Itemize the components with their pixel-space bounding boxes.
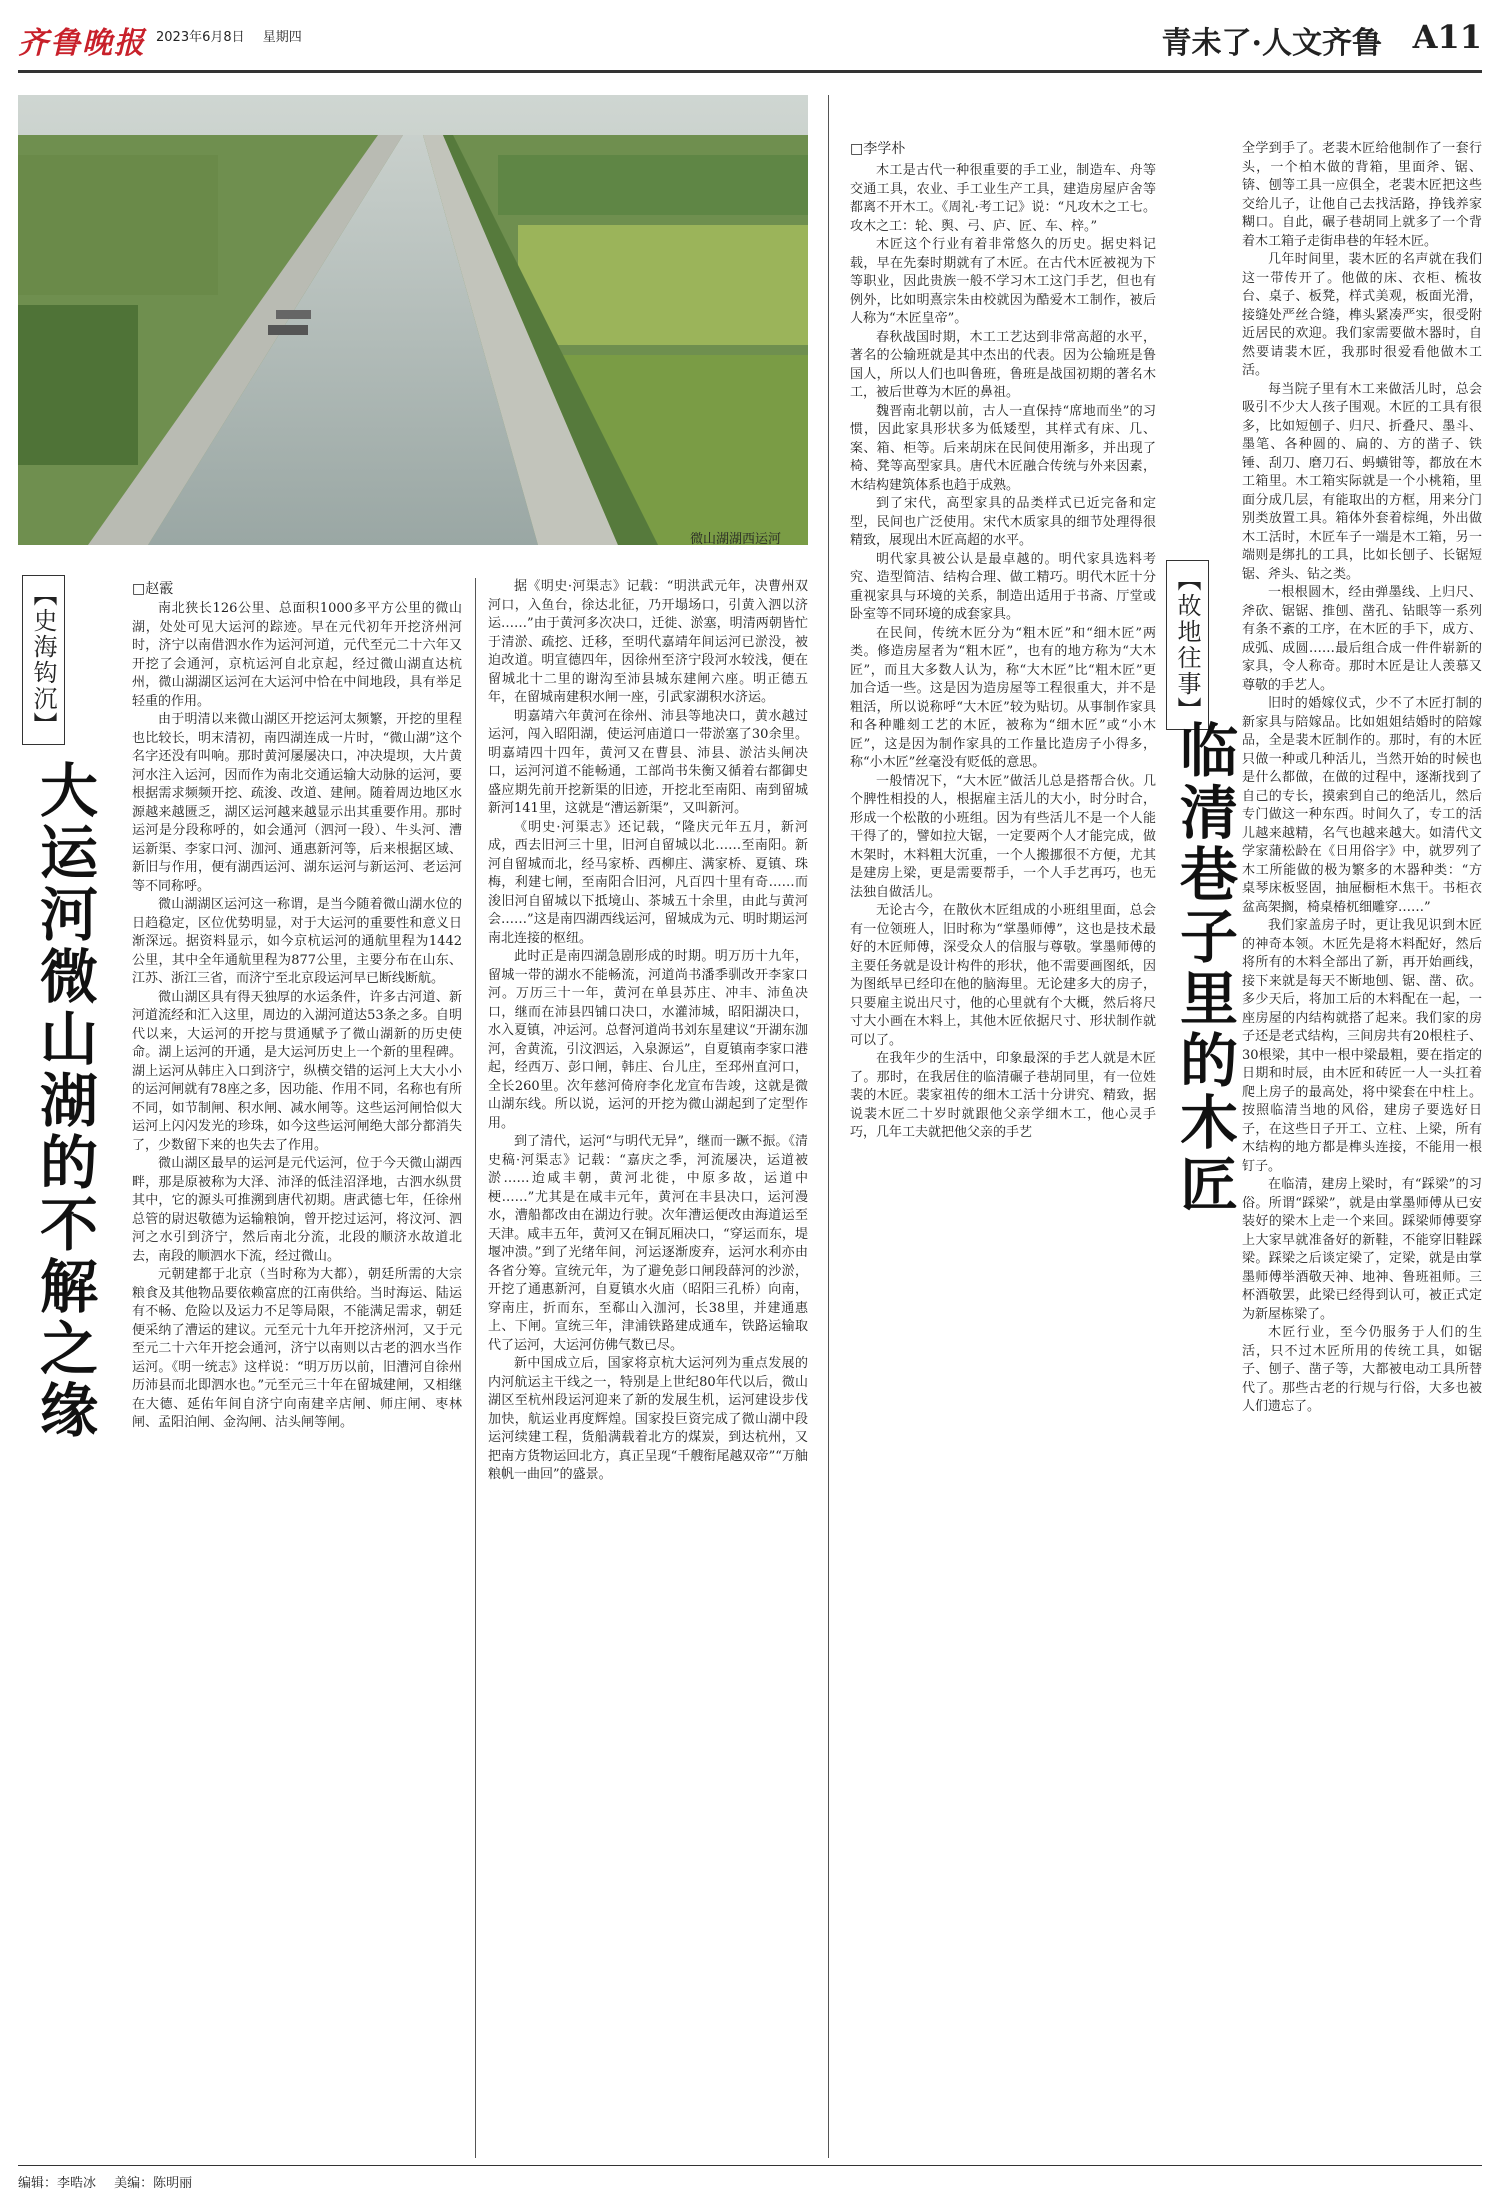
paragraph: 到了清代，运河“与明代无异”，继而一蹶不振。《清史稿·河渠志》记载：“嘉庆之季，河流屡决，运道被淤……迨咸丰朝，黄河北徙，中原多故，运道中梗……”尤其是在咸丰元年，黄河在丰县决口，运河漫水，漕船都改由在湖边行驶。次年漕运便改由海道运至天津。咸丰五年，黄河又在铜瓦厢决口，“穿运而东，堤堰冲溃。”到了光绪年间，河运逐渐废弃，运河水利亦由各省分筹。宣统元年，为了避免彭口闸段薛河的沙淤，开挖了通惠新河，自夏镇水火庙（昭阳三孔桥）向南，穿南庄，折而东，至郗山入泇河，长38里，并建通惠上、下闸。宣统三年，津浦铁路建成通车，铁路运输取代了运河，大运河仿佛气数已尽。 (488, 1134, 808, 1353)
paragraph: 据《明史·河渠志》记载：“明洪武元年，决曹州双河口，入鱼台，徐达北征，乃开塌场口，引黄入泗以济运……”由于黄河多次决口，迁徙、淤塞，明清两朝皆忙于清淤、疏挖、迁移，至明代嘉靖年间运河已淤没，被迫改道。明宣德四年，因徐州至济宁段河水较浅，便在留城北十二里的谢沟至沛县城东建闸六座。明正德五年，在留城南建积水闸一座，引武家湖积水济运。 (488, 579, 808, 705)
paragraph: 在民间，传统木匠分为“粗木匠”和“细木匠”两类。修造房屋者为“粗木匠”，也有的地方称为“大木匠”，而且大多数人认为，称“大木匠”比“粗木匠”更加合适一些。这是因为造房屋等工程很重大，并不是粗活，所以说称呼“大木匠”较为贴切。从事制作家具和各种雕刻工艺的木匠，被称为“细木匠”或“小木匠”，这是因为制作家具的工作量比造房子小得多，称“小木匠”丝毫没有贬低的意思。 (850, 625, 1156, 770)
newspaper-logo: 齐鲁晚报 (18, 26, 146, 61)
paragraph: 魏晋南北朝以前，古人一直保持“席地而坐”的习惯，因此家具形状多为低矮型，其样式有床、几、案、箱、柜等。后来胡床在民间使用渐多，并出现了椅、凳等高型家具。唐代木匠融合传统与外来因素，木结构建筑体系也趋于成熟。 (850, 403, 1156, 493)
masthead-rule (18, 70, 1482, 73)
paragraph: 南北狭长126公里、总面积1000多平方公里的微山湖，处处可见大运河的踪迹。早在元代初年开挖济州河时，济宁以南借泗水作为运河河道，元代至元二十六年又开挖了会通河，京杭运河自北京起，经过微山湖直达杭州，微山湖湖区运河在大运河中恰在中间地段，具有举足轻重的作用。 (132, 601, 462, 709)
paragraph: 微山湖湖区运河这一称谓，是当今随着微山湖水位的日趋稳定，区位优势明显，对于大运河的重要性和意义日渐深远。据资料显示，如今京杭运河的通航里程为1442公里，其中全年通航里程为877公里，主要分布在山东、江苏、浙江三省，而济宁至北京段运河早已断线断航。 (132, 897, 462, 986)
footer-rule (18, 2165, 1482, 2166)
designer-credit: 美编：陈明丽 (114, 2176, 193, 2191)
article2-column-1 (850, 162, 1156, 2155)
article2-byline: □李学朴 (850, 141, 906, 157)
paragraph: 一根根圆木，经由弹墨线、上归尺、斧砍、锯锯、推刨、凿孔、钻眼等一系列有条不紊的工序，在木匠的手下，成方、成弧、成圆……最后组合成一件件崭新的家具，令人称奇。那时木匠是让人羡慕又尊敬的手艺人。 (1242, 585, 1482, 693)
paragraph: 此时正是南四湖急剧形成的时期。明万历十九年，留城一带的湖水不能畅流，河道尚书潘季驯改开李家口河。万历三十一年，黄河在单县苏庄、冲丰、沛鱼决口，继而在沛县四铺口决口，水灌沛城，昭阳湖决口，水入夏镇，冲运河。总督河道尚书刘东星建议“开湖东泇河，舍黄流，引汶泗运，入泉源运”，自夏镇南李家口港起，经西万、彭口闸，韩庄、台儿庄，至邳州直河口，全长260里。次年慈河倚府李化龙宣布告竣，这就是微山湖东线。所以说，运河的开挖为微山湖起到了定型作用。 (488, 949, 808, 1131)
paragraph: 元朝建都于北京（当时称为大都），朝廷所需的大宗粮食及其他物品要依赖富庶的江南供给。当时海运、陆运有不畅、危险以及运力不足等局限，不能满足需求，朝廷便采纳了漕运的建议。元至元十九年开挖济州河，又于元至元二十六年开挖会通河，济宁以南则以古老的泗水当作运河。《明一统志》这样说：“明万历以前，旧漕河自徐州历沛县而北即泗水也。”元至元三十年在留城建闸，又相继在大德、延佑年间自济宁向南建辛店闸、师庄闸、枣林闸、孟阳泊闸、金沟闸、沽头闸等闸。 (132, 1267, 462, 1430)
issue-weekday: 星期四 (262, 30, 302, 45)
paragraph: 微山湖区最早的运河是元代运河，位于今天微山湖西畔，那是原被称为大泽、沛泽的低洼沼泽地，古泗水纵贯其中，它的源头可推溯到唐代初期。唐武德七年，任徐州总管的尉迟敬德为运输粮饷，曾开挖过运河，将汶河、泗河之水引到济宁，然后南北分流，北段的顺济水故道北去，南段的顺泗水下流，经过微山。 (132, 1156, 462, 1264)
canal-photo (18, 95, 808, 545)
paragraph: 我们家盖房子时，更让我见识到木匠的神奇本领。木匠先是将木料配好，然后将所有的木料全部出了新，再开始画线，接下来就是每天不断地刨、锯、凿、砍。多少天后，将加工后的木料配在一起，一座房屋的内结构就搭了起来。我们家的房子还是老式结构，三间房共有20根柱子、30根梁，其中一根中梁最粗，要在指定的日期和时辰，由木匠和砖匠一人一头扛着爬上房子的最高处，将中梁套在中柱上。按照临清当地的风俗，建房子要选好日子，在这些日子开工、立柱、上梁，所有木结构的地方都是榫头连接，不能用一根钉子。 (1242, 918, 1482, 1174)
paragraph: 木匠行业，至今仍服务于人们的生活，只不过木匠所用的传统工具，如锯子、刨子、凿子等，大都被电动工具所替代了。那些古老的行规与行俗，大多也被人们遗忘了。 (1242, 1325, 1482, 1414)
paragraph: 微山湖区具有得天独厚的水运条件，许多古河道、新河道流经和汇入这里，周边的入湖河道达53条之多。自明代以来，大运河的开挖与贯通赋予了微山湖新的历史使命。湖上运河的开通，是大运河历史上一个新的里程碑。湖上运河从韩庄入口到济宁，纵横交错的运河上大大小小的运河闸就有78座之多，因功能、作用不同，名称也有所不同，如节制闸、积水闸、减水闸等。这些运河闸恰似大运河上闪闪发光的珍珠，如今这些运河闸绝大部分都消失了，少数留下来的也失去了作用。 (132, 989, 462, 1153)
photo-caption: 微山湖湖西运河 (690, 532, 782, 547)
article2-column-2 (1242, 140, 1482, 2155)
paragraph: 全学到手了。老裴木匠给他制作了一套行头，一个柏木做的背箱，里面斧、锯、锛、刨等工具一应俱全，老裴木匠把这些交给儿子，让他自己去找活路，挣钱养家糊口。自此，碾子巷胡同上就多了一个背着木工箱子走街串巷的年轻木匠。 (1242, 141, 1482, 249)
dateline (156, 26, 316, 45)
paragraph: 旧时的婚嫁仪式，少不了木匠打制的新家具与陪嫁品。比如姐姐结婚时的陪嫁品，全是裴木匠制作的。那时，有的木匠只做一种或几种活儿，当然开始的时候也是什么都做，在做的过程中，逐渐找到了自己的专长，摸索到自己的绝活儿，然后专门做这一种东西。时间久了，专工的活儿越来越精，名气也越来越大。如清代文学家蒲松龄在《日用俗字》中，就罗列了木工所能做的极为繁多的木器种类：“方桌琴床板竖固，抽屉橱柜木焦干。书柜衣盆高架搁，椅桌椿杌细雕穿……” (1242, 696, 1482, 915)
paragraph: 在临清，建房上梁时，有“踩梁”的习俗。所谓“踩梁”，就是由掌墨师傅从已安装好的梁木上走一个来回。踩梁师傅要穿上大家早就准备好的新鞋，不能穿旧鞋踩梁。踩梁之后谈定梁了，定梁，就是由掌墨师傅举酒敬天神、地神、鲁班祖师。三杯酒敬罢，此梁已经得到认可，被正式定为新屋栋梁了。 (1242, 1177, 1482, 1322)
article2-title: 临清巷子里的木匠 (1170, 720, 1238, 1216)
paragraph: 由于明清以来微山湖区开挖运河太频繁，开挖的里程也比较长，明末清初，南四湖连成一片时，“微山湖”这个名字还没有叫响。那时黄河屡屡决口，冲决堤坝，大片黄河水注入运河，因而作为南北交通运输大动脉的运河，要根据需求频频开挖、疏浚、改道、建闸。随着周边地区水源越来越匮乏，湖区运河越来越显示出其重要作用。那时运河是分段称呼的，如会通河（泗河一段）、牛头河、漕运新渠、李家口河、泇河、通惠新河等，后来根据区域、新旧与作用，便有湖西运河、湖东运河与新运河、老运河等不同称呼。 (132, 712, 462, 894)
article1-column-1 (132, 600, 462, 2155)
paragraph: 新中国成立后，国家将京杭大运河列为重点发展的内河航运主干线之一，特别是上世纪80年代以后，微山湖区至杭州段运河迎来了新的发展生机，运河建设步伐加快，航运业再度辉煌。国家投巨资完成了微山湖中段运河续建工程，货船满载着北方的煤炭，到达杭州，又把南方货物运回北方，真正呈现“千艘衔尾越双帝”“万舳粮帆一曲回”的盛景。 (488, 1356, 808, 1482)
paragraph: 一般情况下，“大木匠”做活儿总是搭帮合伙。几个脾性相投的人，根据雇主活儿的大小，时分时合，形成一个松散的小班组。因为有些活儿不是一个人能干得了的，譬如拉大锯，一定要两个人才能完成，做木架时，木料粗大沉重，一个人搬挪很不方便，尤其是建房上梁，更是需要帮手，一个人手艺再巧，也无法独自做活儿。 (850, 773, 1156, 900)
editors (18, 2172, 206, 2191)
paragraph: 每当院子里有木工来做活儿时，总会吸引不少大人孩子围观。木匠的工具有很多，比如短刨子、归尺、折叠尺、墨斗、墨笔、各种圆的、扁的、方的凿子、铁锤、刮刀、磨刀石、蚂蟥钳等，都放在木工箱里。木工箱实际就是一个小桃箱，里面分成几层，有能取出的方框，用来分门别类放置工具。箱体外套着棕绳，外出做木工活时，木匠车子一端是木工箱，另一端则是绑扎的工具，比如长刨子、长锯短锯、斧头、钻之类。 (1242, 381, 1482, 582)
paragraph: 几年时间里，裴木匠的名声就在我们这一带传开了。他做的床、衣柜、梳妆台、桌子、板凳，样式美观，板面光滑，接缝处严丝合缝，榫头紧凑严实，很受附近居民的欢迎。我们家需要做木器时，自然要请裴木匠，我那时很爱看他做木工活。 (1242, 252, 1482, 378)
paragraph: 木工是古代一种很重要的手工业，制造车、舟等交通工具，农业、手工业生产工具，建造房屋庐舍等都离不开木工。《周礼·考工记》说：“凡攻木之工七。攻木之工：轮、舆、弓、庐、匠、车、梓。” (850, 163, 1156, 234)
article1-column-2 (488, 578, 808, 2155)
paragraph: 《明史·河渠志》还记载，“隆庆元年五月，新河成，西去旧河三十里，旧河自留城以北……至南阳。新河自留城而北，经马家桥、西柳庄、满家桥、夏镇、珠梅，利建七闸，至南阳合旧河，凡百四十里有奇……而浚旧河自留城以下抵境山、茶城五十余里，由此与黄河会……”这是南四湖西线运河，留城成为元、明时期运河南北连接的枢纽。 (488, 819, 808, 946)
paragraph: 明代家具被公认是最卓越的。明代家具选料考究、造型简洁、结构合理、做工精巧。明代木匠十分重视家具与环境的关系，制造出适用于书斋、厅堂或卧室等不同环境的成套家具。 (850, 551, 1156, 622)
article1-title: 大运河微山湖的不解之缘 (30, 760, 98, 1442)
masthead (18, 12, 1482, 70)
article2-tag: 【故地往事】 (1166, 560, 1209, 730)
page-number: A11 (1412, 18, 1482, 56)
section-title: 青未了·人文齐鲁 (1161, 26, 1382, 61)
paragraph: 明嘉靖六年黄河在徐州、沛县等地决口，黄水越过运河，闯入昭阳湖，使运河庙道口一带淤塞了30余里。明嘉靖四十四年，黄河又在曹县、沛县、淤沽头闸决口，运河河道不能畅通，工部尚书朱衡又循着右都御史盛应期先前开挖新渠的旧迹，开挖北至南阳、南到留城新河141里，这就是“漕运新渠”，又叫新河。 (488, 708, 808, 816)
article1-tag: 【史海钩沉】 (22, 575, 65, 745)
paragraph: 无论古今，在散伙木匠组成的小班组里面，总会有一位领班人，旧时称为“掌墨师傅”，这也是技术最好的木匠师傅，深受众人的信服与尊敬。掌墨师傅的主要任务就是设计构件的形状，他不需要画图纸，因为图纸早已经印在他的脑海里。无论建多大的房子，只要雇主说出尺寸，他的心里就有个大概，然后将尺寸大小画在木料上，其他木匠依据尺寸、形状制作就可以了。 (850, 903, 1156, 1048)
paragraph: 木匠这个行业有着非常悠久的历史。据史料记载，早在先秦时期就有了木匠。在古代木匠被视为下等职业，因此贵族一般不学习木工这门手艺，但也有例外，比如明熹宗朱由校就因为酷爱木工制作，被后人称为“木匠皇帝”。 (850, 237, 1156, 326)
issue-date: 2023年6月8日 (156, 30, 245, 45)
article-divider (828, 95, 829, 2158)
article1-byline: □赵霰 (132, 581, 174, 597)
column-divider (475, 578, 476, 2158)
paragraph: 春秋战国时期，木工工艺达到非常高超的水平，著名的公输班就是其中杰出的代表。因为公输班是鲁国人，所以人们也叫鲁班，鲁班是战国初期的著名木工，被后世尊为木匠的鼻祖。 (850, 329, 1156, 400)
paragraph: 在我年少的生活中，印象最深的手艺人就是木匠了。那时，在我居住的临清碾子巷胡同里，有一位姓裴的木匠。裴家祖传的细木工活十分讲究、精致，据说裴木匠二十岁时就跟他父亲学细木工，他心灵手巧，几年工夫就把他父亲的手艺 (850, 1051, 1156, 1140)
paragraph: 到了宋代，高型家具的品类样式已近完备和定型，民间也广泛使用。宋代木质家具的细节处理得很精致，展现出木匠高超的水平。 (850, 496, 1156, 548)
editor-credit: 编辑：李晧冰 (18, 2176, 97, 2191)
